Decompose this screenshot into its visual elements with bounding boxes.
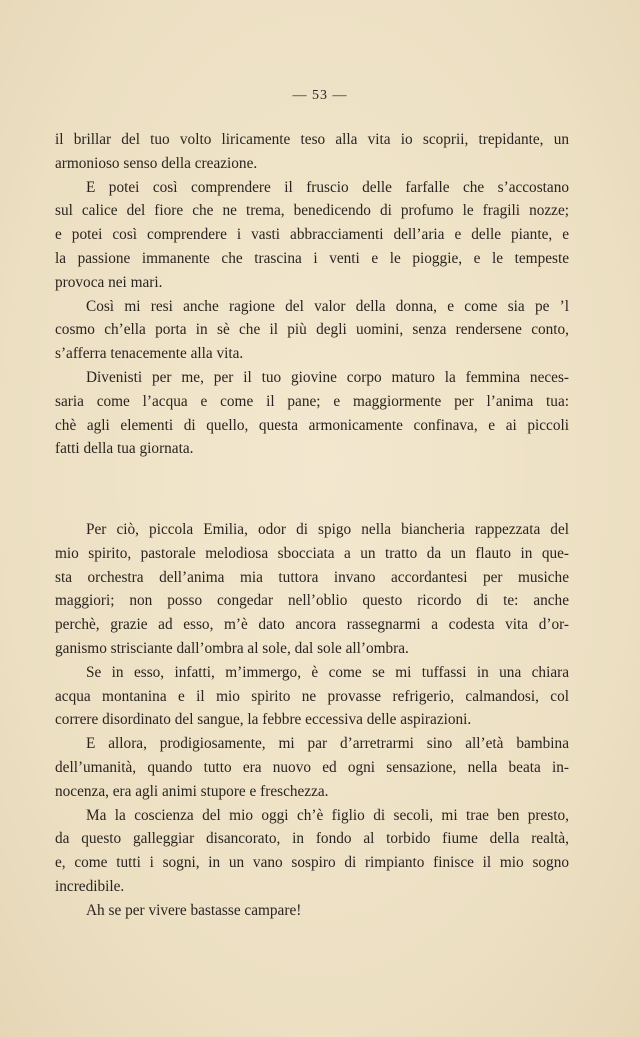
text-line: acqua montanina e il mio spirito ne provasse refrigerio, calmandosi, col [55, 687, 569, 705]
paragraph [55, 899, 569, 923]
text-line: la passione immanente che trascina i venti e le pioggie, e le tempeste [55, 249, 569, 267]
text-line: saria come l’acqua e come il pane; e maggiormente per l’anima tua: [55, 392, 569, 410]
text-section-2 [55, 518, 569, 923]
paragraph [55, 176, 569, 295]
text-line: correre disordinato del sangue, la febbre eccessiva delle aspirazioni. [55, 711, 472, 729]
text-line: sul calice del fiore che ne trema, benedicendo di profumo le fragili nozze; [55, 202, 569, 220]
text-line: perchè, grazie ad esso, m’è dato ancora rassegnarmi a codesta vita d’or- [55, 616, 569, 634]
text-line: incredibile. [55, 877, 125, 895]
paragraph [55, 128, 569, 176]
text-line: e, come tutti i sogni, in un vano sospiro di rimpianto finisce il mio sogno [55, 854, 569, 872]
paragraph [55, 366, 569, 461]
paragraph [55, 732, 569, 803]
text-line: ganismo strisciante dall’ombra al sole, dal sole all’ombra. [55, 639, 409, 657]
text-line: Divenisti per me, per il tuo giovine corpo maturo la femmina neces- [86, 368, 569, 386]
text-line: Ma la coscienza del mio oggi ch’è figlio di secoli, mi trae ben presto, [86, 806, 569, 824]
text-line: cosmo ch’ella porta in sè che il più degli uomini, senza rendersene conto, [55, 321, 569, 339]
text-line: armonioso senso della creazione. [55, 154, 258, 172]
text-line: da questo galleggiar disancorato, in fondo al torbido fiume della realtà, [55, 830, 569, 848]
text-line: Per ciò, piccola Emilia, odor di spigo nella biancheria rappezzata del [86, 521, 569, 538]
paragraph [55, 295, 569, 366]
text-line: maggiori; non posso congedar nell’oblio questo ricordo di te: anche [55, 592, 569, 610]
text-line: provoca nei mari. [55, 273, 163, 291]
paragraph [55, 518, 569, 661]
text-line: fatti della tua giornata. [55, 440, 194, 458]
text-line: dell’umanità, quando tutto era nuovo ed ogni sensazione, nella beata in- [55, 758, 569, 776]
text-line: s’afferra tenacemente alla vita. [55, 345, 244, 363]
text-line: Ah se per vivere bastasse campare! [86, 901, 302, 919]
text-line: E potei così comprendere il fruscio delle farfalle che s’accostano [86, 178, 569, 196]
text-line: mio spirito, pastorale melodiosa sbocciata a un tratto da un flauto in que- [55, 544, 569, 562]
text-line: Così mi resi anche ragione del valor della donna, e come sia pe ’l [86, 297, 569, 315]
paragraph [55, 661, 569, 732]
page-number: — 53 — [292, 88, 348, 103]
text-line: E allora, prodigiosamente, mi par d’arretrarmi sino all’età bambina [86, 735, 569, 753]
text-line: sta orchestra dell’anima mia tuttora invano accordantesi per musiche [55, 568, 569, 586]
text-line: nocenza, era agli animi stupore e freschezza. [55, 782, 329, 800]
paragraph [55, 804, 569, 899]
text-line: Se in esso, infatti, m’immergo, è come se mi tuffassi in una chiara [86, 663, 569, 681]
text-line: e potei così comprendere i vasti abbracciamenti dell’aria e delle piante, e [55, 226, 569, 244]
text-section-1 [55, 128, 569, 461]
text-line: chè agli elementi di quello, questa armonicamente confinava, e ai piccoli [55, 416, 569, 434]
text-line: il brillar del tuo volto liricamente teso alla vita io scoprii, trepidante, un [55, 131, 569, 148]
